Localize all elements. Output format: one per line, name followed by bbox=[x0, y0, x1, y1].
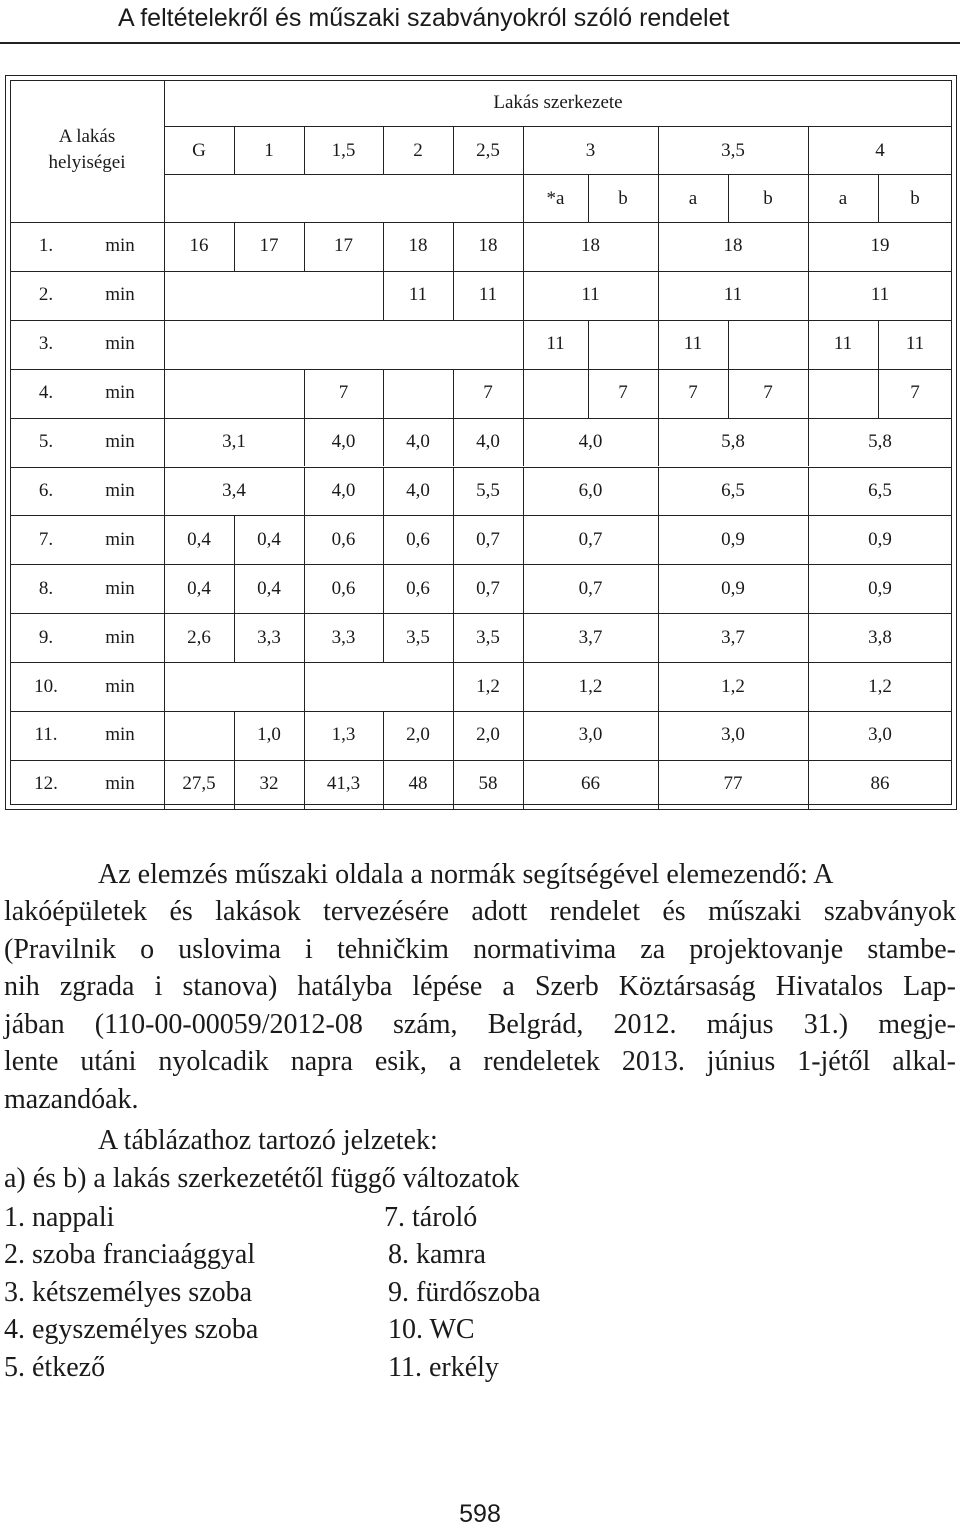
variant-label: a bbox=[838, 188, 848, 209]
cell-divider bbox=[304, 662, 305, 711]
table-cell: 11 bbox=[408, 284, 428, 306]
table-cell: 7 bbox=[338, 382, 349, 404]
table-cell: 11 bbox=[723, 284, 743, 306]
structure-label: 2,5 bbox=[476, 140, 500, 161]
row-number: 9. bbox=[38, 626, 54, 648]
table-cell: 3,8 bbox=[868, 626, 892, 648]
table-cell: 32 bbox=[259, 773, 279, 795]
table-cell: 1,2 bbox=[476, 675, 500, 697]
table-cell: 3,7 bbox=[721, 626, 745, 648]
table-cell: 58 bbox=[478, 773, 498, 795]
table-cell: 7 bbox=[910, 382, 920, 404]
table-cell: 1,3 bbox=[331, 724, 356, 746]
table-cell: 6,0 bbox=[578, 479, 603, 501]
legend-item: 5. étkező bbox=[4, 1352, 106, 1383]
row-line bbox=[10, 613, 952, 614]
table-cell: 0,9 bbox=[721, 528, 745, 550]
group-header: Lakás szerkezete bbox=[493, 92, 623, 113]
row-line bbox=[10, 369, 952, 370]
table-cell: 0,7 bbox=[476, 528, 500, 550]
variant-label: b bbox=[618, 188, 628, 209]
structure-label: G bbox=[192, 140, 206, 161]
table-cell: 11 bbox=[683, 333, 703, 355]
legend-heading: A táblázathoz tartozó jelzetek: bbox=[98, 1125, 438, 1156]
table-cell: 4,0 bbox=[476, 431, 500, 453]
row-number: 3. bbox=[38, 333, 54, 355]
table-cell: 19 bbox=[870, 235, 890, 257]
table-cell: 3,3 bbox=[331, 626, 356, 648]
row-min-label: min bbox=[105, 382, 135, 404]
row-min-label: min bbox=[105, 626, 135, 648]
table-cell: 4,0 bbox=[578, 431, 603, 453]
table-cell: 3,4 bbox=[222, 479, 246, 501]
table-cell: 18 bbox=[723, 235, 743, 257]
table-cell: 0,6 bbox=[331, 577, 356, 599]
legend-item: 11. erkély bbox=[388, 1352, 499, 1383]
row-line bbox=[10, 809, 952, 810]
row-line bbox=[10, 760, 952, 761]
row-min-label: min bbox=[105, 675, 135, 697]
structure-label: 1 bbox=[264, 140, 274, 161]
structure-label: 3 bbox=[585, 140, 596, 161]
table-cell: 0,7 bbox=[476, 577, 500, 599]
table-cell: 18 bbox=[581, 235, 600, 257]
structure-label: 1,5 bbox=[331, 140, 356, 161]
table-cell: 0,9 bbox=[868, 577, 892, 599]
table-cell: 2,6 bbox=[187, 626, 211, 648]
table-cell: 3,7 bbox=[578, 626, 603, 648]
legend-item: 7. tároló bbox=[384, 1202, 478, 1233]
table-cell: 11 bbox=[833, 333, 853, 355]
table-cell: 3,0 bbox=[721, 724, 745, 746]
cell-divider bbox=[164, 369, 165, 418]
table-cell: 0,4 bbox=[257, 528, 281, 550]
paragraph-line: mazandóak. bbox=[4, 1083, 139, 1115]
cell-divider bbox=[588, 320, 589, 369]
table-cell: 1,2 bbox=[721, 675, 745, 697]
row-line bbox=[10, 711, 952, 712]
page-header-title: A feltételekről és műszaki szabványokról szóló rendelet bbox=[118, 4, 730, 32]
variant-label: b bbox=[763, 188, 773, 209]
row-min-label: min bbox=[105, 479, 135, 501]
table-cell: 1,2 bbox=[578, 675, 603, 697]
corner-label-line: helyiségei bbox=[48, 151, 126, 173]
legend-ab: a) és b) a lakás szerkezetétől függő változatok bbox=[4, 1163, 520, 1194]
table-cell: 7 bbox=[618, 382, 628, 404]
table-cell: 11 bbox=[581, 284, 600, 306]
paragraph-line: (Pravilnik o uslovima i tehničkim normativima za projektovanje stambe- bbox=[4, 933, 956, 965]
table-cell: 4,0 bbox=[331, 479, 356, 501]
table-cell: 18 bbox=[478, 235, 498, 257]
table-cell: 3,3 bbox=[257, 626, 281, 648]
paragraph-line: lakóépületek és lakások tervezésére adott rendelet és műszaki szabványok bbox=[4, 896, 956, 927]
row-number: 10. bbox=[34, 675, 58, 697]
cell-divider bbox=[164, 320, 165, 369]
row-number: 11. bbox=[34, 724, 58, 746]
table-cell: 2,0 bbox=[476, 724, 500, 746]
paragraph-line: jában (110-00-00059/2012-08 szám, Belgrád, 2012. május 31.) megje- bbox=[4, 1008, 956, 1040]
row-number: 1. bbox=[38, 235, 54, 257]
legend-item: 8. kamra bbox=[388, 1239, 486, 1270]
table-cell: 5,8 bbox=[721, 431, 745, 453]
row-min-label: min bbox=[105, 431, 135, 453]
table-cell: 3,0 bbox=[578, 724, 603, 746]
variant-label: *a bbox=[546, 188, 565, 209]
table-cell: 5,5 bbox=[476, 479, 500, 501]
table-cell: 4,0 bbox=[406, 431, 430, 453]
table-cell: 1,0 bbox=[257, 724, 281, 746]
table-cell: 16 bbox=[189, 235, 209, 257]
table-cell: 3,1 bbox=[222, 431, 246, 453]
table-cell: 4,0 bbox=[406, 479, 430, 501]
table-cell: 3,0 bbox=[868, 724, 892, 746]
table-cell: 2,0 bbox=[406, 724, 430, 746]
table-cell: 86 bbox=[870, 773, 890, 795]
cell-divider bbox=[164, 662, 165, 711]
table-cell: 6,5 bbox=[868, 479, 892, 501]
table-cell: 0,9 bbox=[868, 528, 892, 550]
row-line bbox=[10, 271, 952, 272]
table-cell: 1,2 bbox=[868, 675, 892, 697]
legend-item: 9. fürdőszoba bbox=[388, 1277, 541, 1308]
row-line bbox=[10, 564, 952, 565]
row-line bbox=[10, 320, 952, 321]
table-cell: 4,0 bbox=[331, 431, 356, 453]
header-rule bbox=[0, 42, 960, 44]
paragraph-line: nih zgrada i stanova) hatályba lépése a Szerb Köztársaság Hivatalos Lap- bbox=[4, 971, 956, 1002]
corner-label-line: A lakás bbox=[58, 125, 116, 147]
row-line bbox=[10, 662, 952, 663]
row-min-label: min bbox=[105, 333, 135, 355]
table-cell: 0,6 bbox=[406, 577, 430, 599]
table-cell: 11 bbox=[905, 333, 925, 355]
structure-header-line bbox=[164, 174, 952, 175]
table-cell: 17 bbox=[334, 235, 353, 257]
corner-label bbox=[11, 81, 163, 218]
row-min-label: min bbox=[105, 724, 135, 746]
cell-divider bbox=[523, 369, 524, 418]
row-line bbox=[10, 467, 952, 468]
variant-label: b bbox=[910, 188, 920, 209]
table-cell: 7 bbox=[483, 382, 493, 404]
table-cell: 7 bbox=[688, 382, 698, 404]
cell-divider bbox=[164, 271, 165, 320]
row-min-label: min bbox=[105, 528, 135, 550]
row-line bbox=[10, 515, 952, 516]
table-cell: 11 bbox=[870, 284, 890, 306]
table-cell: 3,5 bbox=[476, 626, 500, 648]
table-cell: 48 bbox=[408, 773, 428, 795]
table-cell: 11 bbox=[478, 284, 498, 306]
cell-divider bbox=[383, 369, 384, 418]
table-cell: 11 bbox=[546, 333, 565, 355]
paragraph-line: lente utáni nyolcadik napra esik, a rendeletek 2013. június 1-jétől alkal- bbox=[4, 1046, 956, 1077]
row-number: 8. bbox=[38, 577, 54, 599]
table-cell: 0,9 bbox=[721, 577, 745, 599]
table-cell: 0,6 bbox=[331, 528, 356, 550]
row-number: 7. bbox=[38, 528, 54, 550]
row-number: 5. bbox=[38, 431, 54, 453]
structure-label: 4 bbox=[875, 140, 885, 161]
row-number: 2. bbox=[38, 284, 54, 306]
table-cell: 7 bbox=[763, 382, 773, 404]
legend-item: 4. egyszemélyes szoba bbox=[4, 1314, 259, 1345]
cell-divider bbox=[164, 711, 165, 760]
structure-label: 3,5 bbox=[721, 140, 745, 161]
row-number: 12. bbox=[34, 773, 58, 795]
table-cell: 27,5 bbox=[182, 773, 216, 795]
table-cell: 0,4 bbox=[187, 577, 211, 599]
group-header-line bbox=[164, 126, 952, 127]
table-cell: 66 bbox=[581, 773, 600, 795]
variant-label: a bbox=[688, 188, 698, 209]
table-cell: 0,7 bbox=[578, 528, 603, 550]
legend-item: 10. WC bbox=[388, 1314, 475, 1345]
cell-divider bbox=[808, 369, 809, 418]
row-min-label: min bbox=[105, 284, 135, 306]
cell-divider bbox=[728, 320, 729, 369]
row-min-label: min bbox=[105, 235, 135, 257]
table-cell: 0,6 bbox=[406, 528, 430, 550]
table-cell: 17 bbox=[259, 235, 279, 257]
room-size-table bbox=[5, 75, 957, 810]
row-min-label: min bbox=[105, 773, 135, 795]
row-min-label: min bbox=[105, 577, 135, 599]
page-number: 598 bbox=[459, 1500, 501, 1528]
table-cell: 41,3 bbox=[326, 773, 361, 795]
legend-item: 1. nappali bbox=[4, 1202, 115, 1233]
table-cell: 0,4 bbox=[187, 528, 211, 550]
table-cell: 77 bbox=[723, 773, 743, 795]
table-cell: 6,5 bbox=[721, 479, 745, 501]
paragraph-line-1: Az elemzés műszaki oldala a normák segítségével elemezendő: A bbox=[98, 859, 834, 890]
table-cell: 3,5 bbox=[406, 626, 430, 648]
row-line bbox=[10, 418, 952, 419]
header-bottom-line bbox=[10, 222, 952, 223]
row-number: 6. bbox=[38, 479, 54, 501]
table-cell: 18 bbox=[408, 235, 428, 257]
table-cell: 0,4 bbox=[257, 577, 281, 599]
table-cell: 5,8 bbox=[868, 431, 892, 453]
legend-item: 2. szoba franciaággyal bbox=[4, 1239, 256, 1270]
structure-label: 2 bbox=[413, 140, 423, 161]
table-cell: 0,7 bbox=[578, 577, 603, 599]
legend-item: 3. kétszemélyes szoba bbox=[4, 1277, 253, 1308]
row-number: 4. bbox=[38, 382, 54, 404]
